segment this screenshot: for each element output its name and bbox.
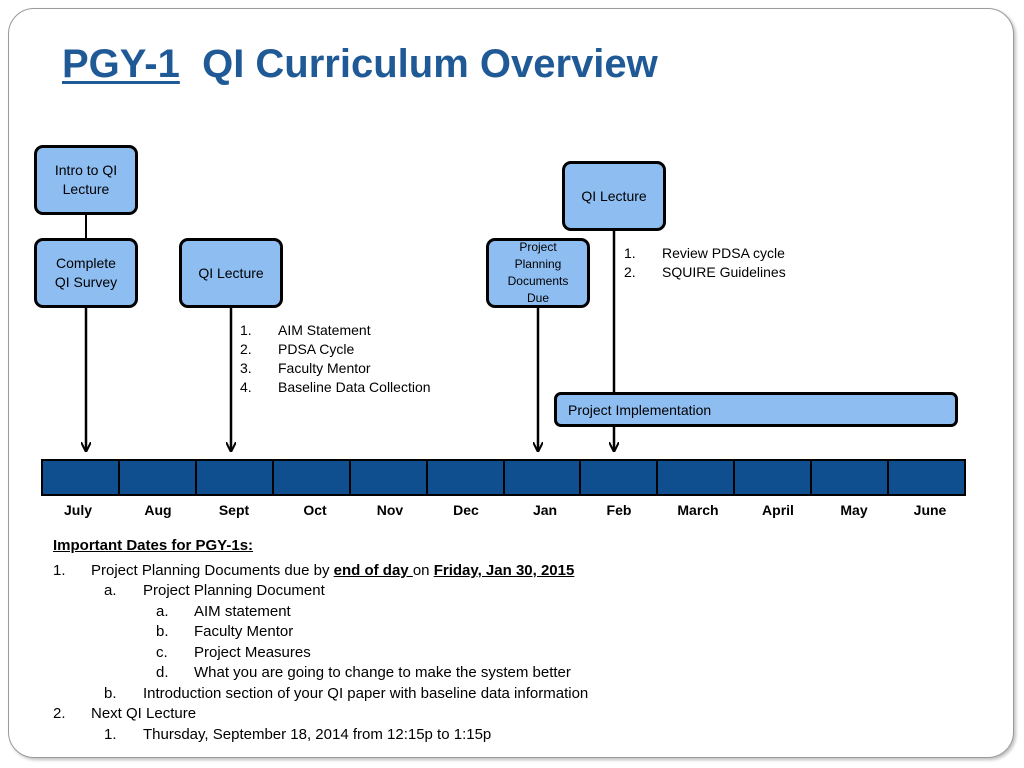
box-project-implementation <box>554 392 958 427</box>
important-date-item-1a: Project Planning Document <box>143 582 325 599</box>
sub-item: Faculty Mentor <box>194 623 294 640</box>
timeline-segment <box>812 461 889 494</box>
list-item-text: SQUIRE Guidelines <box>662 264 786 280</box>
list-item-text: AIM Statement <box>278 322 371 338</box>
box-project-planning-due: Project Planning Documents Due <box>486 238 590 308</box>
sub-item: AIM statement <box>194 603 291 620</box>
list-marker: 1. <box>240 322 252 338</box>
list-item-text: PDSA Cycle <box>278 341 355 357</box>
timeline-segment <box>274 461 351 494</box>
timeline-segment <box>581 461 658 494</box>
list-marker: 1. <box>53 562 66 579</box>
list-item-text: Baseline Data Collection <box>278 379 431 395</box>
timeline-segment <box>120 461 197 494</box>
month-label: Aug <box>144 502 172 518</box>
month-label: June <box>913 502 947 518</box>
important-date-item-1b: Introduction section of your QI paper with baseline data information <box>143 685 589 702</box>
box-complete-qi-survey: Complete QI Survey <box>34 238 138 308</box>
month-label: Dec <box>453 502 479 518</box>
sub-item: Project Measures <box>194 644 311 661</box>
list-marker: d. <box>156 664 169 681</box>
month-label: Feb <box>606 502 632 518</box>
box-qi-lecture-sept: QI Lecture <box>179 238 283 308</box>
item1-prefix: Project Planning Documents due by <box>91 562 334 579</box>
month-label: Oct <box>303 502 327 518</box>
box-qi-lecture-feb: QI Lecture <box>562 161 666 231</box>
list-marker: a. <box>156 603 169 620</box>
box-intro-qi-lecture: Intro to QI Lecture <box>34 145 138 215</box>
list-item-text: Faculty Mentor <box>278 360 371 376</box>
list-marker: 2. <box>624 264 636 280</box>
month-label: May <box>840 502 868 518</box>
month-label: Nov <box>376 502 404 518</box>
item1-emphasis-date: Friday, Jan 30, 2015 <box>433 562 575 579</box>
timeline-segment <box>351 461 428 494</box>
month-label: Sept <box>218 502 250 518</box>
list-marker: 2. <box>240 341 252 357</box>
project-implementation-label: Project Implementation <box>568 402 712 418</box>
timeline-segment <box>428 461 505 494</box>
important-dates-heading: Important Dates for PGY-1s: <box>53 537 254 554</box>
timeline-segment <box>889 461 964 494</box>
title-pgy1: PGY-1 <box>62 42 180 86</box>
list-marker: a. <box>104 582 117 599</box>
sub-item: What you are going to change to make the system better <box>194 664 571 681</box>
list-marker: c. <box>156 644 168 661</box>
important-date-item-2-1: Thursday, September 18, 2014 from 12:15p to 1:15p <box>143 726 492 743</box>
month-label: March <box>677 502 719 518</box>
list-marker: b. <box>104 685 117 702</box>
timeline-segment <box>197 461 274 494</box>
list-marker: 1. <box>104 726 117 743</box>
list-marker: 1. <box>624 245 636 261</box>
timeline-segment <box>43 461 120 494</box>
item1-emphasis-end-of-day: end of day <box>333 562 413 579</box>
list-marker: 4. <box>240 379 252 395</box>
title-main: QI Curriculum Overview <box>202 42 658 86</box>
month-label: Jan <box>532 502 558 518</box>
list-marker: 3. <box>240 360 252 376</box>
timeline-segment <box>735 461 812 494</box>
list-marker: 2. <box>53 705 66 722</box>
timeline-segment <box>505 461 582 494</box>
timeline-segment <box>658 461 735 494</box>
item1-mid: on <box>412 562 434 579</box>
important-date-item-2: Next QI Lecture <box>91 705 197 722</box>
list-marker: b. <box>156 623 169 640</box>
timeline-bar <box>41 459 966 496</box>
month-label: April <box>762 502 794 518</box>
important-date-item-1 <box>91 561 574 581</box>
month-label: July <box>63 502 92 518</box>
list-item-text: Review PDSA cycle <box>662 245 785 261</box>
